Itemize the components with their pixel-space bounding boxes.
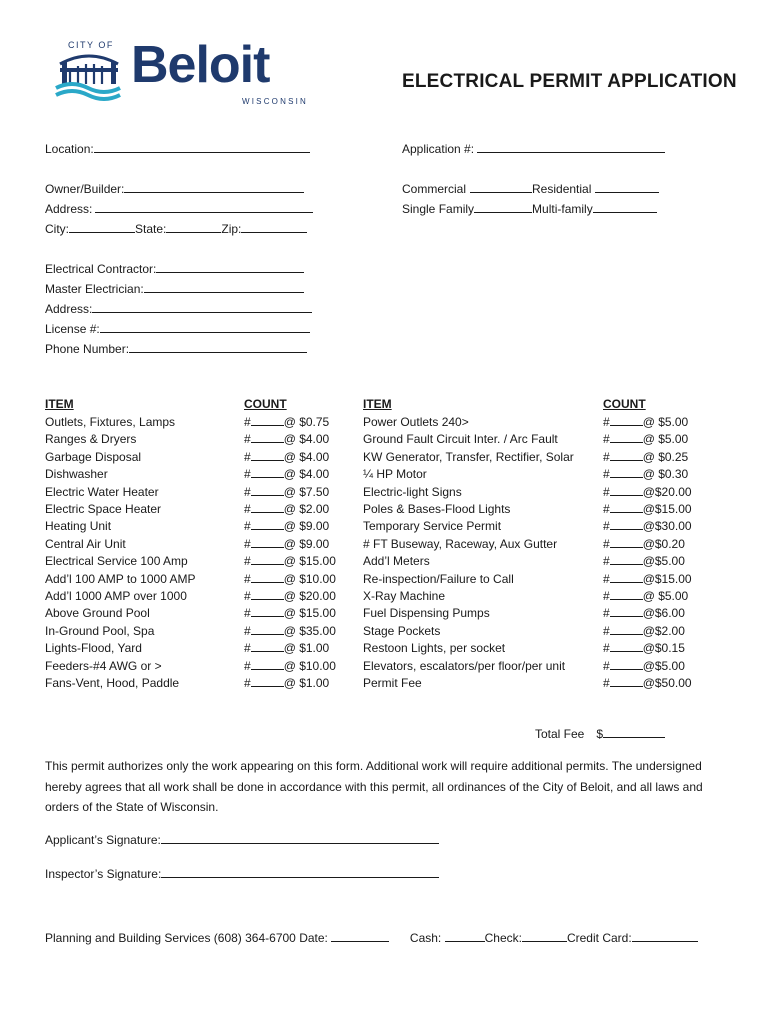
count-hash: # bbox=[244, 623, 251, 638]
left-fee-item-label: Central Air Unit bbox=[45, 536, 126, 551]
right-fee-count-field[interactable] bbox=[603, 640, 685, 657]
count-input[interactable] bbox=[251, 501, 284, 513]
count-hash: # bbox=[603, 658, 610, 673]
right-fee-item-label: Restoon Lights, per socket bbox=[363, 641, 506, 656]
right-fee-item-label: Stage Pockets bbox=[363, 623, 441, 638]
left-fee-count-field[interactable] bbox=[244, 536, 329, 553]
left-fee-count-field[interactable] bbox=[244, 553, 336, 570]
left-fee-item-label: Fans-Vent, Hood, Paddle bbox=[45, 676, 180, 690]
license-field[interactable] bbox=[45, 321, 310, 336]
fee-rate: @ $0.25 bbox=[642, 449, 689, 464]
left-fee-count-field[interactable] bbox=[244, 571, 336, 588]
count-input[interactable] bbox=[251, 640, 284, 652]
phone-label: Phone Number: bbox=[45, 342, 130, 356]
right-fee-count-field[interactable] bbox=[603, 501, 692, 518]
fee-rate: @ $5.00 bbox=[642, 432, 689, 447]
residential-label: Residential bbox=[532, 182, 592, 196]
right-fee-count-field[interactable] bbox=[603, 466, 688, 483]
right-fee-item-label: Permit Fee bbox=[363, 676, 422, 690]
count-hash: # bbox=[244, 536, 251, 551]
fee-rate: @ $5.00 bbox=[642, 589, 689, 603]
count-hash: # bbox=[244, 415, 251, 429]
count-hash: # bbox=[603, 536, 610, 551]
zip-label: Zip: bbox=[221, 222, 242, 236]
right-count-header: COUNT bbox=[603, 397, 646, 411]
count-hash: # bbox=[603, 589, 610, 603]
fee-rate: @ $7.50 bbox=[283, 484, 330, 499]
count-input[interactable] bbox=[251, 536, 284, 548]
count-hash: # bbox=[244, 502, 251, 516]
fee-rate: @ $15.00 bbox=[283, 554, 336, 569]
fee-rate: @$2.00 bbox=[642, 623, 685, 638]
right-fee-item-label: Add’l Meters bbox=[363, 554, 430, 569]
count-hash: # bbox=[603, 571, 610, 586]
logo-name: Beloit bbox=[131, 36, 270, 94]
right-fee-count-field[interactable] bbox=[603, 553, 685, 570]
right-fee-count-field[interactable] bbox=[603, 588, 688, 605]
fee-rate: @$0.15 bbox=[642, 641, 685, 656]
license-label: License #: bbox=[45, 322, 100, 336]
fee-rate: @ $4.00 bbox=[283, 467, 330, 482]
count-hash: # bbox=[244, 658, 251, 673]
left-fee-item-label: Add’l 1000 AMP over 1000 bbox=[45, 589, 187, 603]
location-field[interactable] bbox=[45, 141, 310, 156]
count-hash: # bbox=[603, 415, 610, 429]
right-fee-item-label: Elevators, escalators/per floor/per unit bbox=[363, 658, 566, 673]
count-input[interactable] bbox=[610, 484, 643, 496]
contractor-address-label: Address: bbox=[45, 302, 93, 316]
fee-rate: @$50.00 bbox=[642, 676, 692, 690]
terms-paragraph: This permit authorizes only the work appearing on this form. Additional work will require additional permits. The undersigned hereby agrees that all work shall be done in accordance with this permit, all ordinances of the City of Beloit, and all laws and orders of the State of Wisconsin. bbox=[45, 759, 703, 814]
count-input[interactable] bbox=[610, 414, 643, 426]
credit-card-label: Credit Card: bbox=[566, 931, 632, 945]
fee-rate: @ $4.00 bbox=[283, 432, 330, 447]
count-hash: # bbox=[244, 467, 251, 482]
count-hash: # bbox=[244, 571, 251, 586]
left-fee-count-field[interactable] bbox=[244, 675, 329, 692]
right-fee-item-label: Power Outlets 240> bbox=[363, 415, 469, 429]
count-hash: # bbox=[244, 676, 251, 690]
count-input[interactable] bbox=[610, 658, 643, 670]
count-input[interactable] bbox=[251, 518, 284, 530]
left-fee-item-label: Feeders-#4 AWG or > bbox=[45, 658, 162, 673]
count-input[interactable] bbox=[251, 605, 284, 617]
right-fee-count-field[interactable] bbox=[603, 449, 688, 466]
count-hash: # bbox=[244, 432, 251, 447]
right-fee-count-field[interactable] bbox=[603, 623, 685, 640]
right-fee-count-field[interactable] bbox=[603, 658, 685, 675]
left-item-header: ITEM bbox=[45, 397, 74, 411]
bridge-logo-icon bbox=[54, 44, 124, 104]
page-title: ELECTRICAL PERMIT APPLICATION bbox=[402, 71, 737, 92]
right-fee-item-label: X-Ray Machine bbox=[363, 589, 446, 603]
fee-rate: @$30.00 bbox=[642, 519, 692, 534]
count-input[interactable] bbox=[610, 623, 643, 635]
count-hash: # bbox=[603, 484, 610, 499]
right-fee-count-field[interactable] bbox=[603, 518, 692, 535]
fee-rate: @ $20.00 bbox=[283, 589, 336, 603]
fee-rate: @ $10.00 bbox=[283, 658, 336, 673]
total-fee-label: Total Fee bbox=[535, 727, 585, 741]
count-input[interactable] bbox=[251, 658, 284, 670]
count-input[interactable] bbox=[610, 553, 643, 565]
right-fee-item-label: Electric-light Signs bbox=[363, 484, 462, 499]
applicant-signature-field[interactable] bbox=[45, 832, 439, 847]
commercial-label: Commercial bbox=[402, 182, 467, 196]
fee-rate: @$6.00 bbox=[642, 606, 685, 621]
count-input[interactable] bbox=[251, 588, 284, 600]
right-fee-count-field[interactable] bbox=[603, 484, 692, 501]
fee-rate: @ $1.00 bbox=[283, 676, 330, 690]
count-hash: # bbox=[244, 589, 251, 603]
count-input[interactable] bbox=[251, 484, 284, 496]
logo-city-text: CITY OF bbox=[68, 40, 114, 50]
master-electrician-field[interactable] bbox=[45, 281, 304, 296]
right-item-header: ITEM bbox=[363, 397, 392, 411]
count-input[interactable] bbox=[610, 449, 643, 461]
count-hash: # bbox=[603, 606, 610, 621]
count-input[interactable] bbox=[610, 640, 643, 652]
count-input[interactable] bbox=[251, 571, 284, 583]
left-fee-item-label: Above Ground Pool bbox=[45, 606, 150, 621]
left-fee-count-field[interactable] bbox=[244, 484, 329, 501]
left-fee-item-label: In-Ground Pool, Spa bbox=[45, 623, 155, 638]
date-label: Date: bbox=[299, 931, 328, 945]
right-fee-count-field[interactable] bbox=[603, 605, 685, 622]
right-fee-item-label: Re-inspection/Failure to Call bbox=[363, 571, 514, 586]
count-input[interactable] bbox=[251, 623, 284, 635]
owner-address-field[interactable] bbox=[45, 201, 313, 216]
contractor-address-field[interactable] bbox=[45, 301, 312, 316]
count-hash: # bbox=[603, 449, 610, 464]
count-input[interactable] bbox=[251, 466, 284, 478]
owner-label: Owner/Builder: bbox=[45, 182, 125, 196]
right-fee-item-label: KW Generator, Transfer, Rectifier, Solar bbox=[363, 449, 574, 464]
right-fee-item-label: Ground Fault Circuit Inter. / Arc Fault bbox=[363, 432, 558, 447]
count-input[interactable] bbox=[610, 466, 643, 478]
left-fee-item-label: Ranges & Dryers bbox=[45, 432, 137, 447]
left-fee-item-label: Electrical Service 100 Amp bbox=[45, 554, 188, 569]
count-hash: # bbox=[244, 641, 251, 656]
check-label: Check: bbox=[484, 931, 522, 945]
count-hash: # bbox=[603, 641, 610, 656]
fee-rate: @$5.00 bbox=[642, 658, 685, 673]
fee-rate: @ $15.00 bbox=[283, 606, 336, 621]
count-hash: # bbox=[244, 449, 251, 464]
location-label: Location: bbox=[45, 142, 94, 156]
family-type-field[interactable] bbox=[402, 201, 657, 216]
left-fee-item-label: Heating Unit bbox=[45, 519, 112, 534]
right-fee-item-label: Fuel Dispensing Pumps bbox=[363, 606, 490, 621]
left-fee-count-field[interactable] bbox=[244, 588, 336, 605]
left-fee-count-field[interactable] bbox=[244, 466, 329, 483]
fee-rate: @ $2.00 bbox=[283, 502, 330, 516]
application-label: Application #: bbox=[402, 142, 475, 156]
right-fee-item-label: Poles & Bases-Flood Lights bbox=[363, 502, 511, 516]
count-input[interactable] bbox=[610, 518, 643, 530]
contractor-field[interactable] bbox=[45, 261, 304, 276]
count-hash: # bbox=[603, 676, 610, 690]
count-input[interactable] bbox=[251, 553, 284, 565]
master-label: Master Electrician: bbox=[45, 282, 144, 296]
fee-rate: @ $9.00 bbox=[283, 536, 330, 551]
fee-rate: @$15.00 bbox=[642, 502, 692, 516]
inspector-signature-field[interactable] bbox=[45, 866, 439, 881]
commercial-residential-field[interactable] bbox=[402, 181, 659, 196]
fee-rate: @ $0.30 bbox=[642, 467, 689, 482]
cash-label: Cash: bbox=[409, 931, 442, 945]
count-hash: # bbox=[244, 606, 251, 621]
count-hash: # bbox=[244, 484, 251, 499]
application-number-field[interactable] bbox=[402, 141, 665, 156]
fee-rate: @ $10.00 bbox=[283, 571, 336, 586]
fee-rate: @$15.00 bbox=[642, 571, 692, 586]
fee-rate: @$0.20 bbox=[642, 536, 685, 551]
left-fee-item-label: Garbage Disposal bbox=[45, 449, 142, 464]
count-hash: # bbox=[603, 623, 610, 638]
left-fee-count-field[interactable] bbox=[244, 449, 329, 466]
left-fee-count-field[interactable] bbox=[244, 431, 329, 448]
count-input[interactable] bbox=[610, 588, 643, 600]
left-fee-item-label: Electric Water Heater bbox=[45, 484, 159, 499]
count-input[interactable] bbox=[610, 501, 643, 513]
left-fee-item-label: Lights-Flood, Yard bbox=[45, 641, 142, 656]
fee-rate: @ $0.75 bbox=[283, 415, 330, 429]
left-fee-item-label: Add’l 100 AMP to 1000 AMP bbox=[45, 571, 196, 586]
right-fee-count-field[interactable] bbox=[603, 675, 692, 692]
fee-rate: @ $1.00 bbox=[283, 641, 330, 656]
left-count-header: COUNT bbox=[244, 397, 287, 411]
count-input[interactable] bbox=[610, 536, 643, 548]
right-fee-count-field[interactable] bbox=[603, 536, 685, 553]
count-input[interactable] bbox=[610, 571, 643, 583]
fee-rate: @$5.00 bbox=[642, 554, 685, 569]
count-input[interactable] bbox=[610, 605, 643, 617]
fee-rate: @ $9.00 bbox=[283, 519, 330, 534]
applicant-signature-label: Applicant’s Signature: bbox=[45, 833, 161, 847]
count-hash: # bbox=[603, 519, 610, 534]
count-hash: # bbox=[244, 554, 251, 569]
left-fee-count-field[interactable] bbox=[244, 658, 336, 675]
left-fee-count-field[interactable] bbox=[244, 501, 329, 518]
count-input[interactable] bbox=[251, 449, 284, 461]
multi-family-label: Multi-family bbox=[532, 202, 593, 216]
left-fee-item-label: Electric Space Heater bbox=[45, 502, 162, 516]
right-fee-item-label: # FT Buseway, Raceway, Aux Gutter bbox=[363, 536, 558, 551]
count-input[interactable] bbox=[251, 431, 284, 443]
credit-card-input[interactable] bbox=[632, 930, 698, 942]
left-fee-item-label: Dishwasher bbox=[45, 467, 108, 482]
count-hash: # bbox=[603, 432, 610, 447]
left-fee-count-field[interactable] bbox=[244, 518, 329, 535]
count-input[interactable] bbox=[610, 675, 643, 687]
logo-state: WISCONSIN bbox=[242, 97, 309, 106]
date-input[interactable] bbox=[331, 930, 389, 942]
right-fee-item-label: ¼ HP Motor bbox=[363, 467, 427, 482]
right-fee-count-field[interactable] bbox=[603, 571, 692, 588]
right-fee-item-label: Temporary Service Permit bbox=[363, 519, 502, 534]
count-input[interactable] bbox=[251, 675, 284, 687]
count-input[interactable] bbox=[610, 431, 643, 443]
owner-field[interactable] bbox=[45, 181, 304, 196]
count-input[interactable] bbox=[251, 414, 284, 426]
fee-rate: @ $5.00 bbox=[642, 415, 689, 429]
total-currency: $ bbox=[596, 727, 604, 741]
fee-rate: @ $35.00 bbox=[283, 623, 336, 638]
fee-rate: @ $4.00 bbox=[283, 449, 330, 464]
city-state-zip-field[interactable] bbox=[45, 221, 307, 236]
footer-row bbox=[45, 930, 698, 945]
city-label: City: bbox=[45, 222, 69, 236]
count-hash: # bbox=[603, 554, 610, 569]
left-fee-count-field[interactable] bbox=[244, 414, 329, 431]
inspector-signature-label: Inspector’s Signature: bbox=[45, 867, 162, 881]
cash-input[interactable] bbox=[445, 930, 485, 942]
left-fee-count-field[interactable] bbox=[244, 640, 329, 657]
count-hash: # bbox=[603, 502, 610, 516]
right-fee-count-field[interactable] bbox=[603, 431, 688, 448]
left-fee-count-field[interactable] bbox=[244, 623, 336, 640]
left-fee-count-field[interactable] bbox=[244, 605, 336, 622]
owner-address-label: Address: bbox=[45, 202, 93, 216]
contractor-label: Electrical Contractor: bbox=[45, 262, 157, 276]
state-label: State: bbox=[135, 222, 167, 236]
left-fee-item-label: Outlets, Fixtures, Lamps bbox=[45, 415, 176, 429]
count-hash: # bbox=[244, 519, 251, 534]
check-input[interactable] bbox=[522, 930, 567, 942]
city-logo bbox=[54, 38, 316, 110]
total-fee-field[interactable] bbox=[535, 726, 665, 741]
phone-field[interactable] bbox=[45, 341, 307, 356]
right-fee-count-field[interactable] bbox=[603, 414, 688, 431]
single-family-label: Single Family bbox=[402, 202, 475, 216]
dept-contact: Planning and Building Services (608) 364-6700 bbox=[45, 931, 296, 945]
count-hash: # bbox=[603, 467, 610, 482]
fee-rate: @$20.00 bbox=[642, 484, 692, 499]
